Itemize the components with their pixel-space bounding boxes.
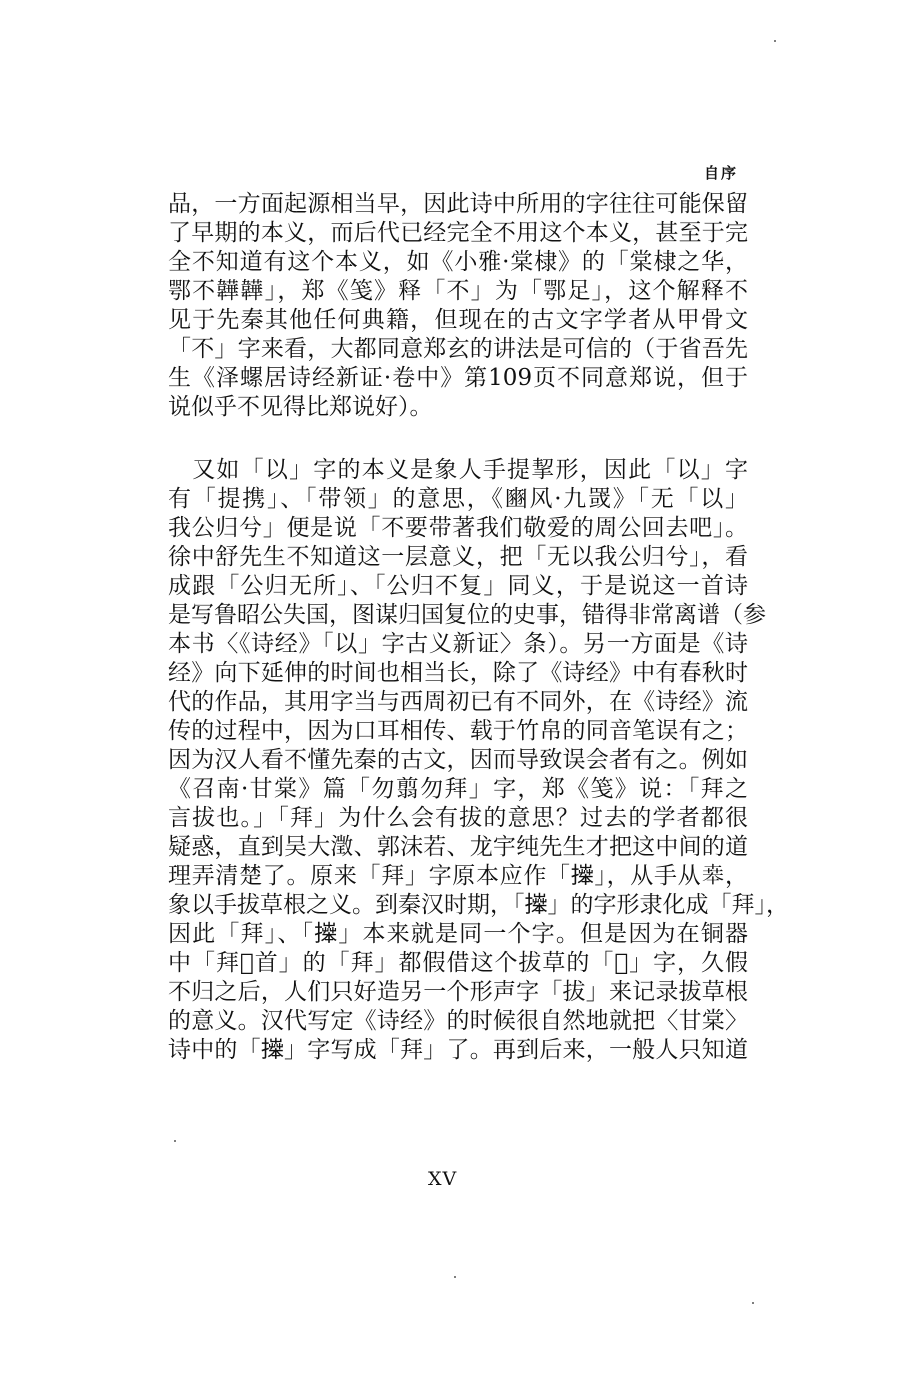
text-line: 是写鲁昭公失国，图谋归国复位的史事，错得非常离谱（参 <box>168 602 766 628</box>
text-line: 成跟「公归无所」、「公归不复」同义，于是说这一首诗 <box>168 573 748 599</box>
text-line: 《召南·甘棠》篇「勿翦勿拜」字，郑《笺》说：「拜之 <box>168 776 748 802</box>
text-line: 言拔也。」「拜」为什么会有拔的意思？过去的学者都很 <box>168 805 748 831</box>
text-line: 品，一方面起源相当早，因此诗中所用的字往往可能保留 <box>168 191 748 217</box>
text-line: 徐中舒先生不知道这一层意义，把「无以我公归兮」，看 <box>168 544 748 570</box>
text-line: 理弄清楚了。原来「拜」字原本应作「𢷎」，从手从𠦪， <box>168 863 748 889</box>
text-line: 因此「拜」、「𢷎」本来就是同一个字。但是因为在铜器 <box>168 921 748 947</box>
scan-speck <box>454 1276 456 1278</box>
text-line: 又如「以」字的本义是象人手提挈形，因此「以」字 <box>168 457 748 483</box>
text-line: 传的过程中，因为口耳相传、载于竹帛的同音笔误有之； <box>168 718 748 744</box>
text-line: 疑惑，直到吴大澂、郭沫若、龙宇纯先生才把这中间的道 <box>168 834 748 860</box>
text-line: 的意义。汉代写定《诗经》的时候很自然地就把〈甘棠〉 <box>168 1008 748 1034</box>
text-line: 因为汉人看不懂先秦的古文，因而导致误会者有之。例如 <box>168 747 748 773</box>
text-line: 我公归兮」便是说「不要带著我们敬爱的周公回去吧」。 <box>168 515 748 541</box>
text-line: 了早期的本义，而后代已经完全不用这个本义，甚至于完 <box>168 220 748 246</box>
text-line: 象以手拔草根之义。到秦汉时期，「𢷎」的字形隶化成「拜」， <box>168 892 789 918</box>
text-line: 中「拜𩒨首」的「拜」都假借这个拔草的「𢷎」字，久假 <box>168 950 748 976</box>
text-line: 代的作品，其用字当与西周初已有不同外，在《诗经》流 <box>168 689 748 715</box>
text-line: 诗中的「𢷎」字写成「拜」了。再到后来，一般人只知道 <box>168 1037 748 1063</box>
text-line: 本书〈《诗经》「以」字古义新证〉条）。另一方面是《诗 <box>168 631 748 657</box>
text-line: 「不」字来看，大都同意郑玄的讲法是可信的（于省吾先 <box>168 336 748 362</box>
scan-speck <box>174 1140 176 1142</box>
text-line: 全不知道有这个本义，如《小雅·棠棣》的「棠棣之华， <box>168 249 748 275</box>
text-line: 说似乎不见得比郑说好）。 <box>168 394 433 420</box>
paragraph-2 <box>168 456 789 1065</box>
text-line: 不归之后，人们只好造另一个形声字「拔」来记录拔草根 <box>168 979 748 1005</box>
page-number: XV <box>428 1168 458 1190</box>
scan-speck <box>752 1302 754 1304</box>
text-line: 见于先秦其他任何典籍，但现在的古文字学者从甲骨文 <box>168 307 748 333</box>
text-line: 有「提携」、「带领」的意思，《豳风·九罭》「无「以」 <box>168 486 748 512</box>
text-line: 鄂不韡韡」，郑《笺》释「不」为「鄂足」，这个解释不 <box>168 278 748 304</box>
scan-speck <box>774 40 776 42</box>
paragraph-1 <box>168 190 748 422</box>
text-line: 经》向下延伸的时间也相当长，除了《诗经》中有春秋时 <box>168 660 748 686</box>
running-header: 自序 <box>704 164 739 182</box>
text-line: 生《泽螺居诗经新证·卷中》第109页不同意郑说，但于 <box>168 365 748 391</box>
